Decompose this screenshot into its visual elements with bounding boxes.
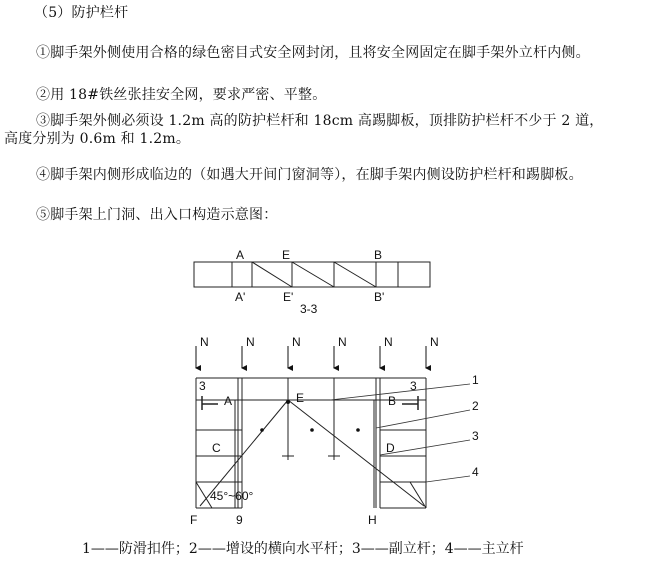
section-mark-left: 3 bbox=[199, 379, 206, 393]
plan-label-a: A bbox=[236, 248, 245, 262]
plan-caption: 3-3 bbox=[300, 302, 318, 316]
load-label-5: N bbox=[384, 335, 393, 349]
figure-legend: 1——防滑扣件；2——增设的横向水平杆；3——副立杆；4——主立杆 bbox=[82, 541, 524, 557]
elevation-label-9: 9 bbox=[236, 513, 243, 527]
load-label-1: N bbox=[200, 335, 209, 349]
elevation-label-e: E bbox=[296, 391, 305, 405]
section-heading: （5）防护栏杆 bbox=[34, 5, 129, 21]
load-label-4: N bbox=[338, 335, 347, 349]
plan-label-e: E bbox=[282, 248, 291, 262]
load-label-6: N bbox=[430, 335, 439, 349]
plan-diagonal-3 bbox=[334, 262, 376, 287]
plan-view bbox=[194, 262, 430, 287]
elevation-label-f: F bbox=[190, 513, 198, 527]
paragraph-safety-net: ①脚手架外侧使用合格的绿色密目式安全网封闭，且将安全网固定在脚手架外立杆内侧。 bbox=[36, 45, 590, 61]
paragraph-guardrail-line2: 高度分别为 0.6m 和 1.2m。 bbox=[4, 131, 191, 147]
plan-label-e-prime: E' bbox=[283, 290, 294, 304]
callout-1: 1 bbox=[472, 373, 479, 387]
load-arrows bbox=[196, 346, 426, 368]
plan-diagonal-2 bbox=[292, 262, 334, 287]
callout-4: 4 bbox=[472, 465, 479, 479]
elevation-label-h: H bbox=[368, 513, 377, 527]
elevation-label-d: D bbox=[386, 441, 395, 455]
elevation-label-a: A bbox=[224, 394, 233, 408]
plan-label-b: B bbox=[374, 248, 383, 262]
callout-2: 2 bbox=[472, 399, 479, 413]
paragraph-figure-intro: ⑤脚手架上门洞、出入口构造示意图： bbox=[36, 207, 278, 223]
plan-outline bbox=[194, 262, 430, 287]
paragraph-guardrail-line1: ③脚手架外侧必须设 1.2m 高的防护栏杆和 18cm 高踢脚板，顶排防护栏杆不少于 2 道， bbox=[36, 113, 604, 129]
section-mark-right: 3 bbox=[410, 379, 417, 393]
plan-label-a-prime: A' bbox=[235, 290, 246, 304]
plan-diagonal-1 bbox=[252, 262, 292, 287]
load-label-3: N bbox=[292, 335, 301, 349]
paragraph-wire: ②用 18#铁丝张挂安全网，要求严密、平整。 bbox=[36, 87, 327, 103]
load-label-2: N bbox=[246, 335, 255, 349]
paragraph-inner-edge: ④脚手架内侧形成临边的（如遇大开间门窗洞等），在脚手架内侧设防护栏杆和踢脚板。 bbox=[36, 167, 583, 183]
angle-label: 45°~60° bbox=[210, 489, 254, 503]
elevation-label-b: B bbox=[388, 394, 397, 408]
callout-leaders bbox=[330, 384, 470, 482]
callout-3: 3 bbox=[472, 429, 479, 443]
plan-label-b-prime: B' bbox=[374, 290, 385, 304]
elevation-label-c: C bbox=[212, 441, 221, 455]
brace-right bbox=[288, 400, 424, 506]
